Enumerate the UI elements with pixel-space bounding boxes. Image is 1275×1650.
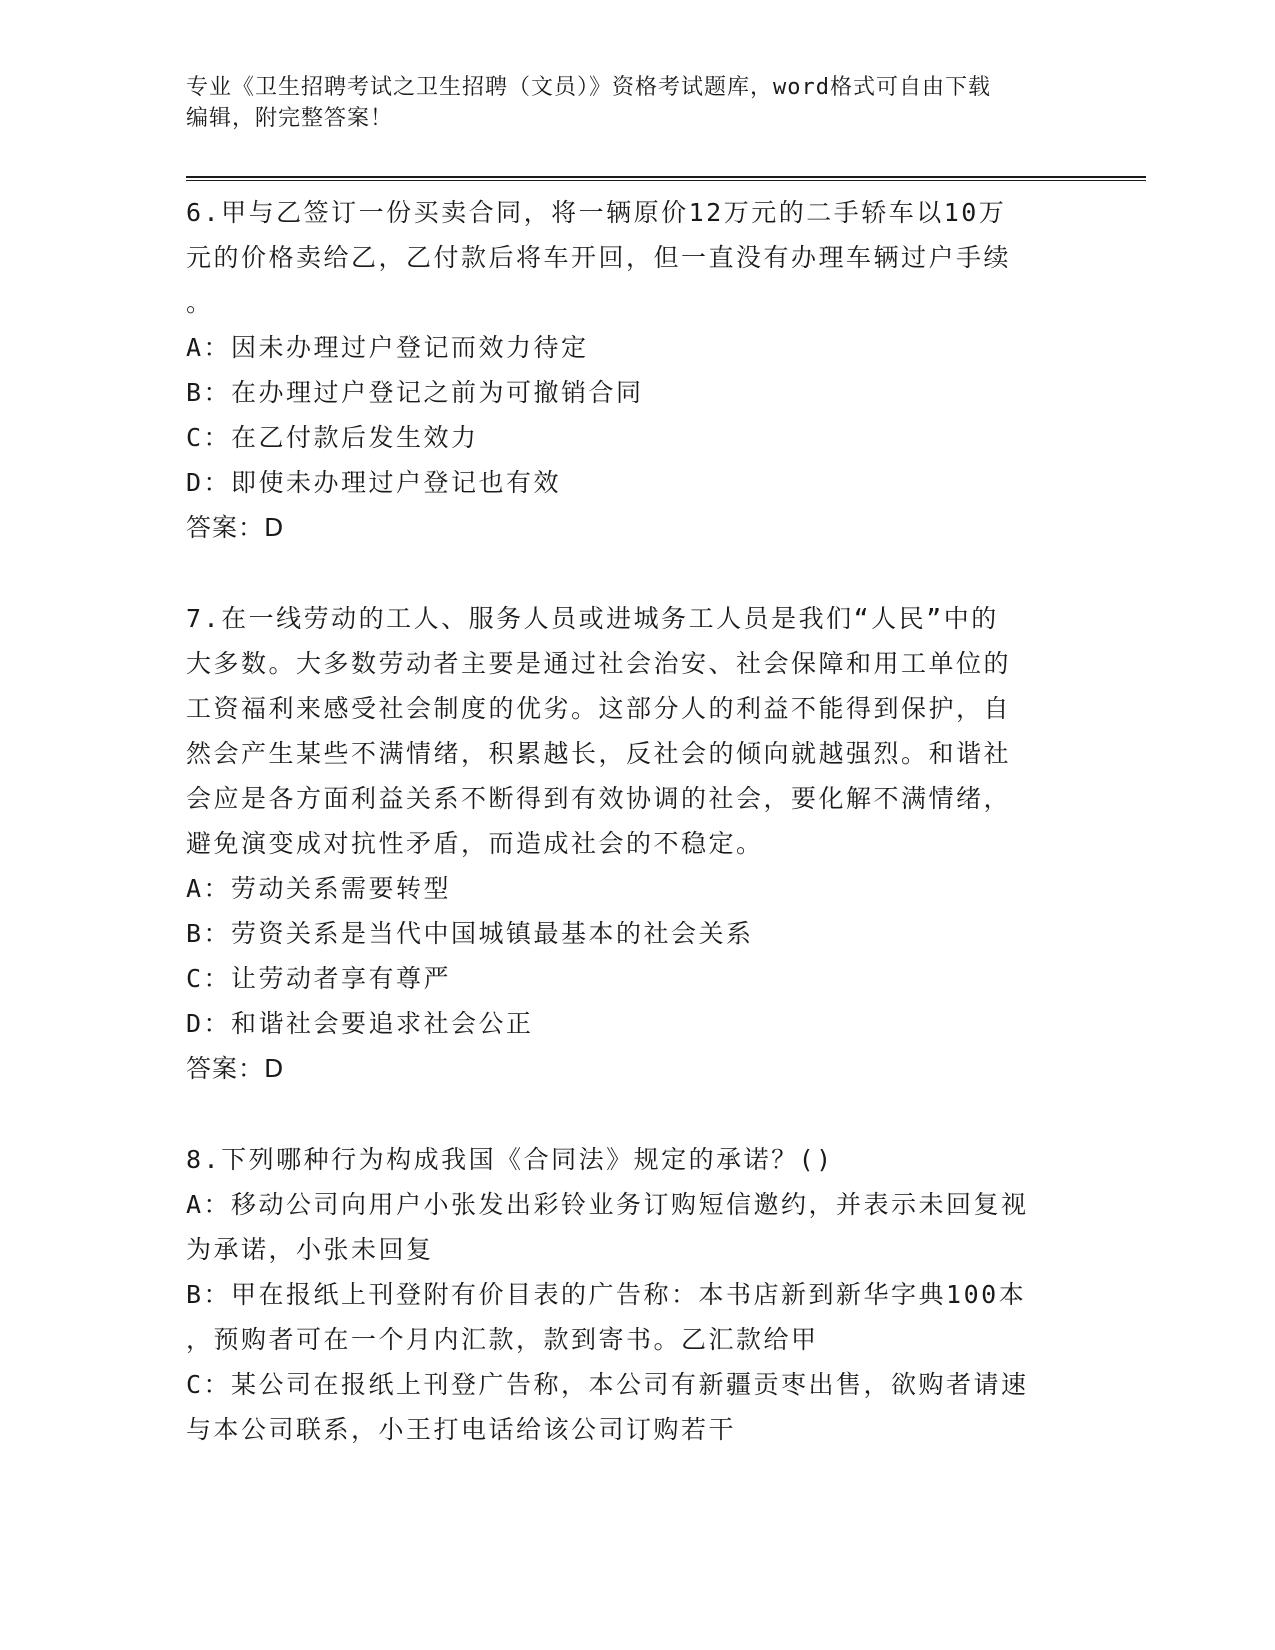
question-spacer: [186, 1091, 1066, 1137]
answer-option: [186, 866, 1066, 911]
question-stem-line: 会应是各方面利益关系不断得到有效协调的社会，要化解不满情绪，: [186, 784, 1012, 813]
answer-option-line: B：甲在报纸上刊登附有价目表的广告称：本书店新到新华字典100本: [186, 1280, 1027, 1309]
document-header: [186, 72, 1066, 134]
answer-option-line: 与本公司联系，小王打电话给该公司订购若干: [186, 1415, 737, 1444]
answer-option: [186, 370, 1066, 415]
answer-option: [186, 460, 1066, 505]
question-stem-line: 大多数。大多数劳动者主要是通过社会治安、社会保障和用工单位的: [186, 649, 1012, 678]
answer-option-line: C：某公司在报纸上刊登广告称，本公司有新疆贡枣出售，欲购者请速: [186, 1370, 1029, 1399]
question-stem-line: 8.下列哪种行为构成我国《合同法》规定的承诺？(): [186, 1145, 834, 1174]
question-stem-line: 元的价格卖给乙，乙付款后将车开回，但一直没有办理车辆过户手续: [186, 243, 1012, 272]
question-block: [186, 190, 1066, 596]
answer-key: 答案：D: [186, 1054, 285, 1083]
answer-option: [186, 956, 1066, 1001]
question-list: [186, 190, 1066, 1452]
answer-option: [186, 325, 1066, 370]
answer-option-line: A：因未办理过户登记而效力待定: [186, 333, 589, 362]
question-spacer: [186, 550, 1066, 596]
question-stem-line: 然会产生某些不满情绪，积累越长，反社会的倾向就越强烈。和谐社: [186, 739, 1012, 768]
header-divider: [186, 176, 1146, 181]
answer-option-line: D：和谐社会要追求社会公正: [186, 1009, 534, 1038]
answer-option-line: A：劳动关系需要转型: [186, 874, 452, 903]
answer-option-line: D：即使未办理过户登记也有效: [186, 468, 562, 497]
answer-option: [186, 911, 1066, 956]
question-stem-line: 工资福利来感受社会制度的优劣。这部分人的利益不能得到保护，自: [186, 694, 1012, 723]
question-stem-line: 7.在一线劳动的工人、服务人员或进城务工人员是我们“人民”中的: [186, 604, 999, 633]
header-title-line-1: 专业《卫生招聘考试之卫生招聘（文员）》资格考试题库，word格式可自由下载: [186, 75, 991, 100]
answer-option-line: 为承诺，小张未回复: [186, 1235, 434, 1264]
answer-option-line: ，预购者可在一个月内汇款，款到寄书。乙汇款给甲: [186, 1325, 819, 1354]
answer-option-line: C：在乙付款后发生效力: [186, 423, 479, 452]
answer-option-line: B：在办理过户登记之前为可撤销合同: [186, 378, 644, 407]
header-title-line-2: 编辑，附完整答案！: [186, 106, 394, 131]
question-stem-line: 避免演变成对抗性矛盾，而造成社会的不稳定。: [186, 829, 764, 858]
question-stem-line: 。: [186, 288, 214, 317]
question-stem: [186, 596, 1066, 866]
answer-option: [186, 1272, 1066, 1362]
answer-option-line: C：让劳动者享有尊严: [186, 964, 452, 993]
question-stem: [186, 1137, 1066, 1182]
answer-option: [186, 1001, 1066, 1046]
question-stem: [186, 190, 1066, 325]
question-block: [186, 596, 1066, 1137]
question-stem-line: 6.甲与乙签订一份买卖合同，将一辆原价12万元的二手轿车以10万: [186, 198, 1007, 227]
answer-option-line: B：劳资关系是当代中国城镇最基本的社会关系: [186, 919, 754, 948]
answer-key: 答案：D: [186, 513, 285, 542]
answer-option: [186, 1182, 1066, 1272]
answer-option-line: A：移动公司向用户小张发出彩铃业务订购短信邀约，并表示未回复视: [186, 1190, 1029, 1219]
question-block: [186, 1137, 1066, 1452]
answer-option: [186, 1362, 1066, 1452]
answer-option: [186, 415, 1066, 460]
